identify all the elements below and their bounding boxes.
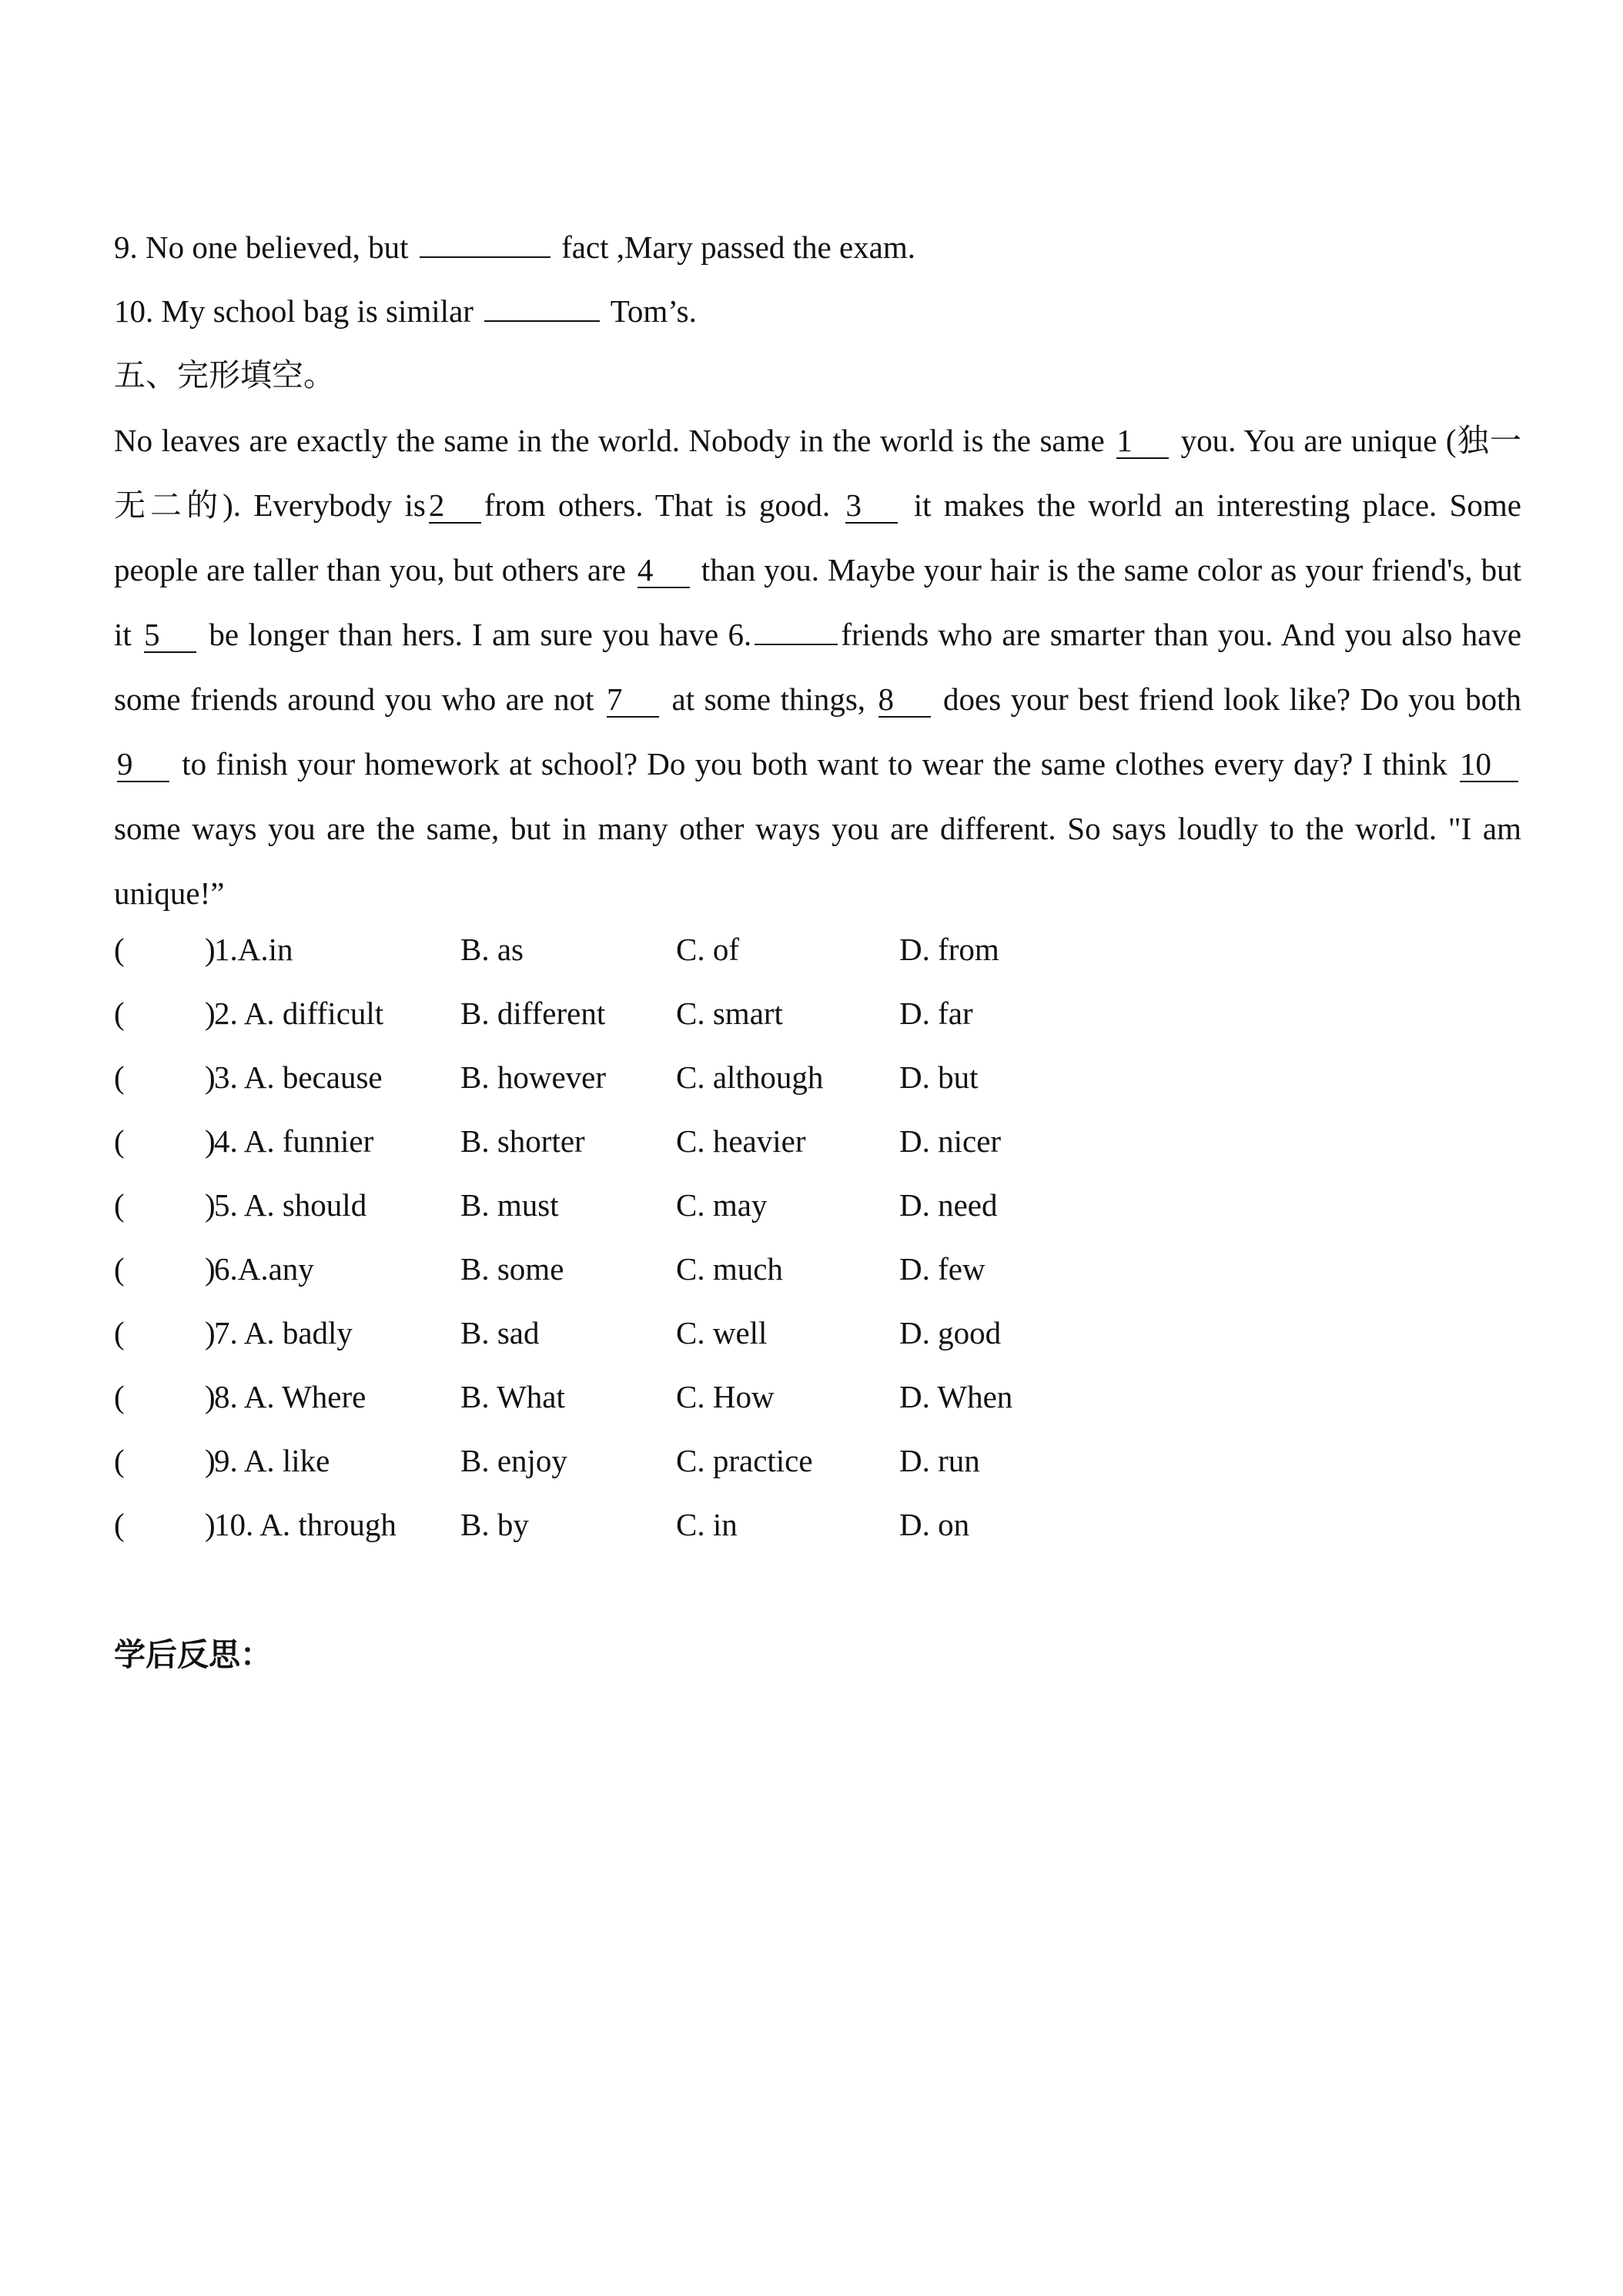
answer-paren-close: )	[205, 932, 216, 967]
option-c: C. heavier	[676, 1123, 806, 1159]
passage-text: to finish your homework at school? Do you both want to wear the same clothes every day? I think	[182, 746, 1447, 782]
answer-paren-open[interactable]: (	[114, 1187, 125, 1223]
option-d: D. few	[899, 1251, 986, 1287]
cloze-blank-9[interactable]: 9	[117, 747, 169, 782]
question-9	[114, 228, 915, 266]
option-d: D. but	[899, 1059, 979, 1095]
option-d: D. run	[899, 1443, 980, 1478]
cloze-blank-4[interactable]: 4	[637, 553, 690, 588]
option-b: B. as	[460, 932, 524, 967]
answer-paren-open[interactable]: (	[114, 1059, 125, 1095]
option-row-9	[114, 1441, 1192, 1480]
passage-text: friends who are smarter than you. And you also have some friends around you who are not	[114, 617, 1522, 717]
answer-paren-close: )	[205, 1507, 216, 1542]
option-d: D. need	[899, 1187, 998, 1223]
passage-text: you. You are unique (独一无二的). Everybody is	[114, 423, 1522, 523]
option-b: B. must	[460, 1187, 559, 1223]
option-row-2	[114, 994, 1192, 1033]
option-b: B. enjoy	[460, 1443, 567, 1478]
option-a: 1.A.in	[214, 932, 293, 967]
answer-paren-close: )	[205, 1123, 216, 1159]
option-a: 5. A. should	[214, 1187, 367, 1223]
answer-paren-close: )	[205, 1251, 216, 1287]
option-b: B. some	[460, 1251, 564, 1287]
option-a: 6.A.any	[214, 1251, 314, 1287]
option-a: 4. A. funnier	[214, 1123, 374, 1159]
option-a: 2. A. difficult	[214, 996, 384, 1031]
option-a: 7. A. badly	[214, 1315, 353, 1350]
option-c: C. although	[676, 1059, 824, 1095]
option-b: B. by	[460, 1507, 529, 1542]
option-b: B. different	[460, 996, 606, 1031]
answer-paren-open[interactable]: (	[114, 996, 125, 1031]
option-row-6	[114, 1250, 1192, 1288]
cloze-passage	[114, 408, 1521, 925]
option-c: C. much	[676, 1251, 783, 1287]
question-9-text-before: 9. No one believed, but	[114, 229, 409, 265]
answer-paren-open[interactable]: (	[114, 1379, 125, 1414]
option-d: D. from	[899, 932, 999, 967]
answer-paren-close: )	[205, 1059, 216, 1095]
option-d: D. When	[899, 1379, 1013, 1414]
answer-paren-open[interactable]: (	[114, 932, 125, 967]
option-d: D. on	[899, 1507, 970, 1542]
option-row-4	[114, 1122, 1192, 1160]
option-d: D. nicer	[899, 1123, 1002, 1159]
option-a: 8. A. Where	[214, 1379, 366, 1414]
option-d: D. far	[899, 996, 973, 1031]
answer-paren-open[interactable]: (	[114, 1123, 125, 1159]
option-b: B. however	[460, 1059, 607, 1095]
cloze-blank-2[interactable]: 2	[429, 488, 481, 524]
cloze-blank-7[interactable]: 7	[607, 682, 659, 718]
option-c: C. How	[676, 1379, 775, 1414]
cloze-blank-1[interactable]: 1	[1116, 423, 1169, 459]
cloze-blank-6[interactable]	[755, 644, 838, 645]
question-9-text-after: fact ,Mary passed the exam.	[561, 229, 916, 265]
passage-text: No leaves are exactly the same in the world. Nobody in the world is the same	[114, 423, 1105, 458]
option-b: B. sad	[460, 1315, 540, 1350]
option-c: C. smart	[676, 996, 783, 1031]
question-10-text-after: Tom’s.	[610, 293, 697, 329]
option-row-7	[114, 1314, 1192, 1352]
answer-paren-open[interactable]: (	[114, 1251, 125, 1287]
answer-paren-close: )	[205, 1443, 216, 1478]
cloze-blank-3[interactable]: 3	[845, 488, 898, 524]
option-b: B. What	[460, 1379, 565, 1414]
answer-paren-close: )	[205, 996, 216, 1031]
passage-text: than you. Maybe your hair is the same color as your friend's, but it	[114, 552, 1521, 652]
option-a: 10. A. through	[214, 1507, 397, 1542]
option-a: 3. A. because	[214, 1059, 383, 1095]
cloze-blank-10[interactable]: 10	[1460, 747, 1518, 782]
cloze-blank-8[interactable]: 8	[878, 682, 931, 718]
passage-text: some ways you are the same, but in many other ways you are different. So says loudly to the world. "I am unique!”	[114, 811, 1521, 911]
answer-paren-close: )	[205, 1187, 216, 1223]
answer-paren-open[interactable]: (	[114, 1315, 125, 1350]
option-row-1	[114, 930, 1192, 969]
answer-paren-open[interactable]: (	[114, 1507, 125, 1542]
passage-text: it makes the world an interesting place. Some people are taller than you, but others are	[114, 487, 1521, 587]
reflection-label: 学后反思：	[114, 1636, 272, 1673]
question-9-blank[interactable]	[420, 256, 550, 258]
answer-paren-close: )	[205, 1379, 216, 1414]
passage-text: be longer than hers. I am sure you have 6.	[209, 617, 752, 652]
question-10-blank[interactable]	[484, 320, 600, 322]
passage-text: at some things,	[671, 681, 866, 717]
section-title: 五、完形填空。	[114, 356, 335, 393]
option-c: C. of	[676, 932, 739, 967]
option-c: C. well	[676, 1315, 768, 1350]
option-c: C. practice	[676, 1443, 813, 1478]
option-row-5	[114, 1186, 1192, 1224]
option-b: B. shorter	[460, 1123, 585, 1159]
option-c: C. may	[676, 1187, 768, 1223]
option-c: C. in	[676, 1507, 738, 1542]
passage-text: does your best friend look like? Do you both	[943, 681, 1522, 717]
passage-text: from others. That is good.	[484, 487, 831, 523]
option-row-8	[114, 1377, 1192, 1416]
option-d: D. good	[899, 1315, 1002, 1350]
cloze-blank-5[interactable]: 5	[144, 618, 196, 653]
option-a: 9. A. like	[214, 1443, 330, 1478]
question-10	[114, 292, 697, 330]
answer-paren-close: )	[205, 1315, 216, 1350]
answer-paren-open[interactable]: (	[114, 1443, 125, 1478]
option-row-3	[114, 1058, 1192, 1096]
question-10-text-before: 10. My school bag is similar	[114, 293, 474, 329]
option-row-10	[114, 1505, 1192, 1544]
